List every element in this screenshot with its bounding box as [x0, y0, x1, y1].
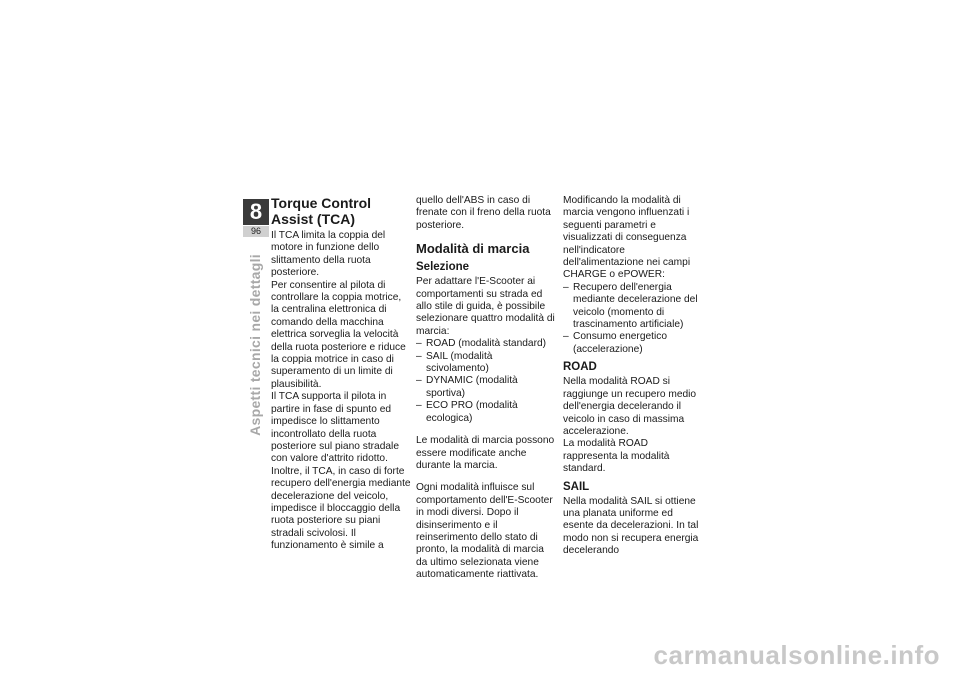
section-title-sail: SAIL — [563, 480, 590, 493]
side-chapter-title: Aspetti tecnici nei dettagli — [247, 254, 263, 436]
mode-list — [416, 338, 556, 425]
paragraph: La modalità ROAD rappresenta la modalità standard. — [563, 438, 670, 475]
section-title-driving-modes: Modalità di marcia — [416, 241, 530, 257]
watermark: carmanualsonline.info — [653, 640, 940, 670]
list-item: – SAIL (modalità scivolamento) — [416, 351, 556, 376]
paragraph: Nella modalità ROAD si raggiunge un recupero medio dell'energia decelerando il veicolo in caso di massima accelerazione. — [563, 376, 697, 437]
paragraph: Ogni modalità influisce sul comportamento dell'E-Scooter in modi diversi. Dopo il disinserimento e il reinserimento dello stato di pronto, la modalità di marcia da ultimo selezionata viene automaticamente riattivata. — [416, 482, 553, 581]
paragraph: Le modalità di marcia possono essere modificate anche durante la marcia. — [416, 435, 555, 471]
list-item: – ROAD (modalità standard) — [416, 338, 556, 350]
column-1 — [271, 195, 411, 553]
paragraph: quello dell'ABS in caso di frenate con il freno della ruota posteriore. — [416, 195, 551, 231]
column-2 — [416, 195, 556, 582]
paragraph: Il TCA limita la coppia del motore in funzione dello slittamento della ruota posteriore. — [271, 230, 386, 279]
section-title-tca: Torque Control Assist (TCA) — [271, 195, 372, 227]
paragraph: Il TCA supporta il pilota in partire in fase di spunto ed impedisce lo slittamento incontrollato della ruota posteriore sul piano stradale con valore d'attrito ridotto. — [271, 391, 399, 465]
paragraph: Nella modalità SAIL si ottiene una planata uniforme ed esente da decelerazioni. In tal modo non si recupera energia decelerando — [563, 495, 699, 557]
list-item: – ECO PRO (modalità ecologica) — [416, 400, 556, 425]
list-item: – Consumo energetico (accelerazione) — [563, 331, 703, 356]
page-number: 96 — [243, 226, 269, 237]
paragraph: Per adattare l'E-Scooter ai comportamenti su strada ed allo stile di guida, è possibile selezionare quattro modalità di marcia: — [416, 276, 555, 337]
paragraph: Per consentire al pilota di controllare la coppia motrice, la centralina elettronica di comando della macchina elettrica sorveglia la velocità della ruota posteriore e riduce la coppia motrice in caso di superamento di un limite di plausibilità. — [271, 279, 406, 390]
section-title-road: ROAD — [563, 361, 597, 374]
subsection-title-selection: Selezione — [416, 261, 470, 274]
list-item: – Recupero dell'energia mediante decelerazione del veicolo (momento di trascinamento artificiale) — [563, 282, 703, 332]
parameter-list — [563, 282, 703, 356]
column-3 — [563, 195, 703, 558]
list-item: – DYNAMIC (modalità sportiva) — [416, 375, 556, 400]
side-title-container — [243, 238, 269, 436]
chapter-number-tab: 8 — [243, 199, 269, 225]
paragraph: Modificando la modalità di marcia vengono influenzati i seguenti parametri e visualizzati di conseguenza nell'indicatore dell'alimentazione nei campi CHARGE o ePOWER: — [563, 195, 691, 281]
paragraph: Inoltre, il TCA, in caso di forte recupero dell'energia mediante decelerazione del veicolo, impedisce il bloccaggio della ruota posteriore su piani stradali scivolosi. Il funzionamento è simile a — [271, 465, 411, 552]
